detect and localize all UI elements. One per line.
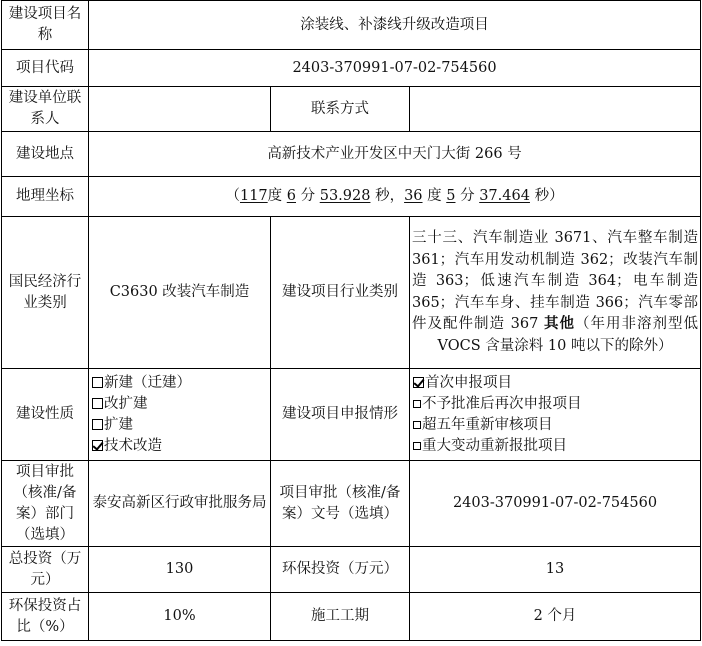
lat-second: 37.464: [479, 188, 530, 204]
report-option: [413, 415, 697, 436]
row-nature: [2, 369, 701, 461]
env-ratio-label: 环保投资占比（%）: [2, 593, 89, 641]
coord-close: ）: [549, 188, 564, 204]
nature-option-label: 新建（迁建）: [104, 374, 191, 391]
location-label: 建设地点: [2, 132, 89, 177]
row-location: [2, 132, 701, 177]
nature-option-label: 扩建: [104, 416, 133, 433]
checkbox-icon[interactable]: [413, 400, 421, 408]
report-options: [410, 369, 701, 461]
industry-label: 国民经济行业类别: [2, 217, 89, 369]
row-project-name: [2, 1, 701, 50]
row-approval: [2, 461, 701, 547]
nature-label: 建设性质: [2, 369, 89, 461]
lon-degree: 117: [239, 188, 268, 204]
report-option: [413, 394, 697, 415]
construction-period-value: 2 个月: [410, 593, 701, 641]
approval-dept-value: 泰安高新区行政审批服务局: [89, 461, 271, 547]
category-text-pre: 三十三、汽车制造业 3671、汽车整车制造 361；汽车用发动机制造 362；改装汽车制造 363；低速汽车制造 364；电车制造 365；汽车车身、挂车制造 366；汽车零部件及配件制造 367: [412, 230, 699, 332]
row-unit-contact: [2, 87, 701, 132]
second-unit: 秒: [534, 188, 550, 204]
coordinates-label: 地理坐标: [2, 177, 89, 217]
checkbox-icon[interactable]: [413, 421, 421, 429]
lat-minute: 5: [446, 188, 456, 204]
nature-option: [92, 394, 267, 415]
report-option: [413, 436, 697, 457]
checked-checkbox-icon[interactable]: [413, 377, 424, 388]
industry-value: C3630 改装汽车制造: [89, 217, 271, 369]
report-option-label: 超五年重新审核项目: [422, 416, 553, 433]
nature-option-label: 改扩建: [104, 395, 148, 412]
total-investment-label: 总投资（万元）: [2, 547, 89, 593]
checkbox-icon[interactable]: [92, 377, 103, 388]
project-code-label: 项目代码: [2, 50, 89, 87]
unit-contact-label: 建设单位联系人: [2, 87, 89, 132]
degree-unit: 度: [427, 188, 442, 204]
total-investment-value: 130: [89, 547, 271, 593]
checked-checkbox-icon[interactable]: [92, 440, 103, 451]
category-text-post: （年用非溶剂型低 VOCS 含量涂料 10 吨以下的除外）: [437, 316, 699, 354]
row-env-ratio: [2, 593, 701, 641]
approval-doc-label: 项目审批（核准/备案）文号（选填）: [271, 461, 410, 547]
env-ratio-value: 10%: [89, 593, 271, 641]
report-option-label: 重大变动重新报批项目: [422, 437, 567, 454]
project-info-table: [1, 0, 701, 641]
report-option: [413, 373, 697, 394]
checkbox-icon[interactable]: [413, 442, 421, 450]
contact-method-label: 联系方式: [271, 87, 410, 132]
category-text-bold: 其他: [543, 316, 575, 332]
contact-method-value: [410, 87, 701, 132]
nature-option: [92, 436, 267, 457]
row-industry: [2, 217, 701, 369]
lat-degree: 36: [404, 188, 423, 204]
report-label: 建设项目申报情形: [271, 369, 410, 461]
env-investment-value: 13: [410, 547, 701, 593]
nature-option-label: 技术改造: [104, 437, 162, 454]
row-investment: [2, 547, 701, 593]
checkbox-icon[interactable]: [92, 419, 103, 430]
checkbox-icon[interactable]: [92, 398, 103, 409]
project-name-value: 涂装线、补漆线升级改造项目: [89, 1, 701, 50]
coordinates-value: [89, 177, 701, 217]
approval-dept-label: 项目审批（核准/备案）部门（选填）: [2, 461, 89, 547]
row-coordinates: [2, 177, 701, 217]
nature-option: [92, 373, 267, 394]
project-name-label: 建设项目名称: [2, 1, 89, 50]
nature-options: [89, 369, 271, 461]
report-option-label: 不予批准后再次申报项目: [422, 395, 582, 412]
project-category-value: [410, 217, 701, 369]
coord-sep: ，: [389, 188, 405, 204]
env-investment-label: 环保投资（万元）: [271, 547, 410, 593]
coord-open: （: [225, 188, 240, 204]
minute-unit: 分: [300, 188, 316, 204]
project-category-label: 建设项目行业类别: [271, 217, 410, 369]
row-project-code: [2, 50, 701, 87]
lon-second: 53.928: [319, 188, 371, 204]
second-unit: 秒: [375, 188, 390, 204]
location-value: 高新技术产业开发区中天门大街 266 号: [89, 132, 701, 177]
lon-minute: 6: [286, 188, 296, 204]
report-option-label: 首次申报项目: [425, 374, 512, 391]
nature-option: [92, 415, 267, 436]
degree-unit: 度: [267, 188, 283, 204]
approval-doc-value: 2403-370991-07-02-754560: [410, 461, 701, 547]
unit-contact-value: [89, 87, 271, 132]
minute-unit: 分: [460, 188, 475, 204]
project-code-value: 2403-370991-07-02-754560: [89, 50, 701, 87]
construction-period-label: 施工工期: [271, 593, 410, 641]
